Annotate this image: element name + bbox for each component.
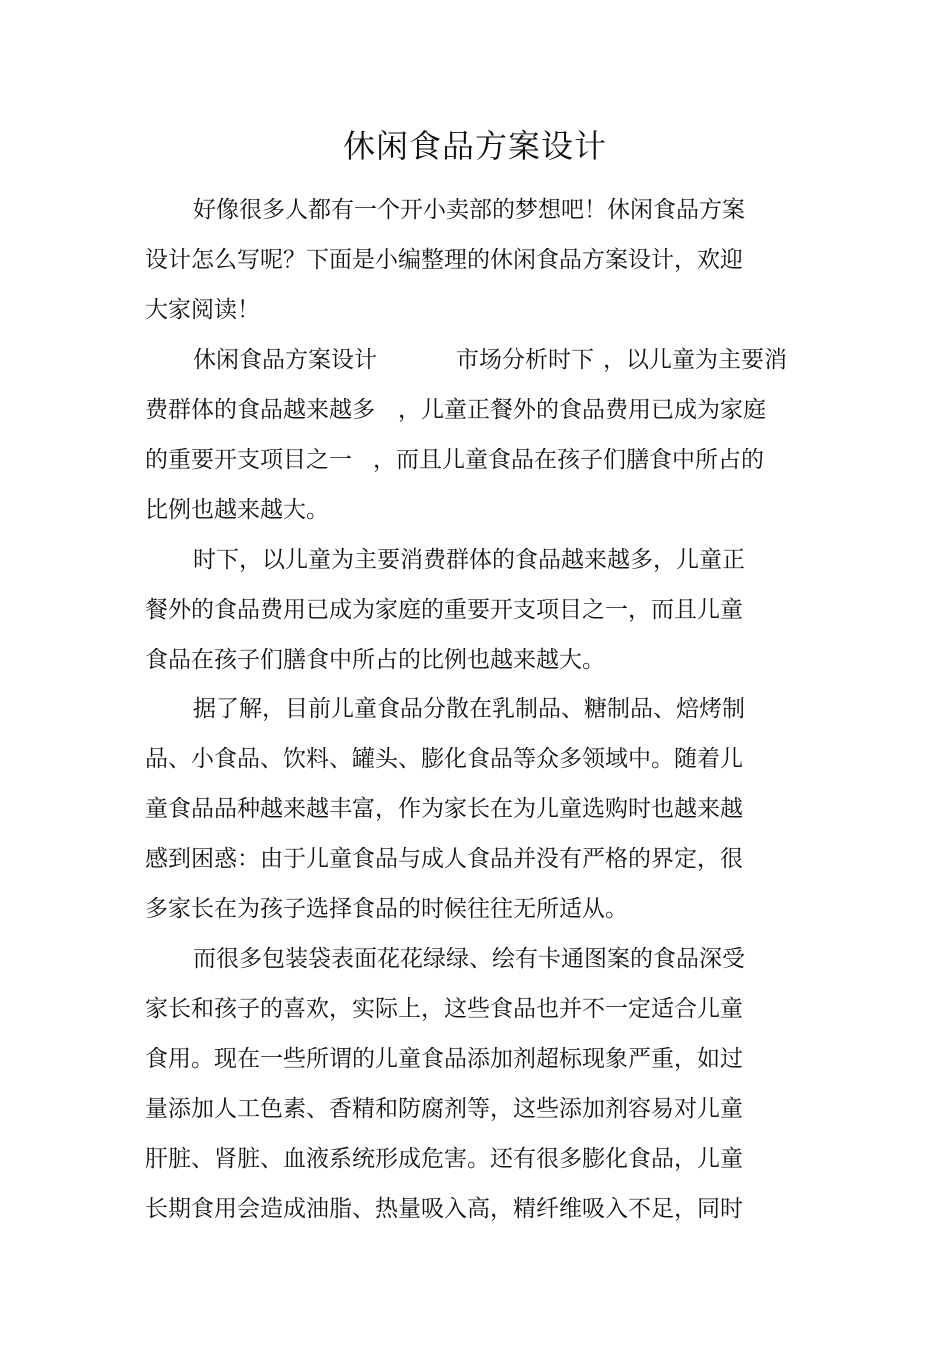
paragraph-1-line-2: 设计怎么写呢？下面是小编整理的休闲食品方案设计，欢迎 [145,247,743,273]
paragraph-4-line-1: 据了解，目前儿童食品分散在乳制品、糖制品、焙烤制 [193,696,745,722]
paragraph-1-line-3: 大家阅读！ [145,297,260,323]
paragraph-2-line-3 [145,445,785,475]
paragraph-3-line-2: 餐外的食品费用已成为家庭的重要开支项目之一，而且儿童 [145,597,743,623]
paragraph-2-line-1-seg-3: ，以儿童为主要消 [603,347,787,373]
paragraph-2-line-4: 比例也越来越大。 [145,497,329,523]
paragraph-2-line-2 [145,395,785,425]
paragraph-2-line-2-seg-2: ，儿童正餐外的食品费用已成为家庭 [398,397,766,423]
document-title: 休闲食品方案设计 [342,127,607,165]
paragraph-5-line-6: 长期食用会造成油脂、热量吸入高，精纤维吸入不足，同时 [145,1196,743,1222]
paragraph-4-line-4: 感到困惑：由于儿童食品与成人食品并没有严格的界定，很 [145,846,743,872]
paragraph-5-line-2: 家长和孩子的喜欢，实际上，这些食品也并不一定适合儿童 [145,996,743,1022]
paragraph-2-line-1-seg-2: 市场分析时下 [456,347,594,373]
paragraph-3-line-3: 食品在孩子们膳食中所占的比例也越来越大。 [145,647,605,673]
paragraph-2-line-1-seg-1: 休闲食品方案设计 [193,347,377,373]
paragraph-4-line-5: 多家长在为孩子选择食品的时候往往无所适从。 [145,896,628,922]
paragraph-5-line-1: 而很多包装袋表面花花绿绿、绘有卡通图案的食品深受 [193,946,745,972]
paragraph-5-line-5: 肝脏、肾脏、血液系统形成危害。还有很多膨化食品，儿童 [145,1146,743,1172]
paragraph-4-line-2: 品、小食品、饮料、罐头、膨化食品等众多领域中。随着儿 [145,746,743,772]
paragraph-2-line-3-seg-1: 的重要开支项目之一 [145,447,352,473]
paragraph-3-line-1: 时下，以儿童为主要消费群体的食品越来越多，儿童正 [193,547,745,573]
paragraph-1-line-1: 好像很多人都有一个开小卖部的梦想吧！休闲食品方案 [193,197,745,223]
paragraph-4-line-3: 童食品品种越来越丰富，作为家长在为儿童选购时也越来越 [145,796,743,822]
paragraph-5-line-3: 食用。现在一些所谓的儿童食品添加剂超标现象严重，如过 [145,1046,743,1072]
paragraph-2-line-1 [193,345,793,375]
paragraph-5-line-4: 量添加人工色素、香精和防腐剂等，这些添加剂容易对儿童 [145,1096,743,1122]
paragraph-2-line-2-seg-1: 费群体的食品越来越多 [145,397,375,423]
paragraph-2-line-3-seg-2: ，而且儿童食品在孩子们膳食中所占的 [373,447,764,473]
